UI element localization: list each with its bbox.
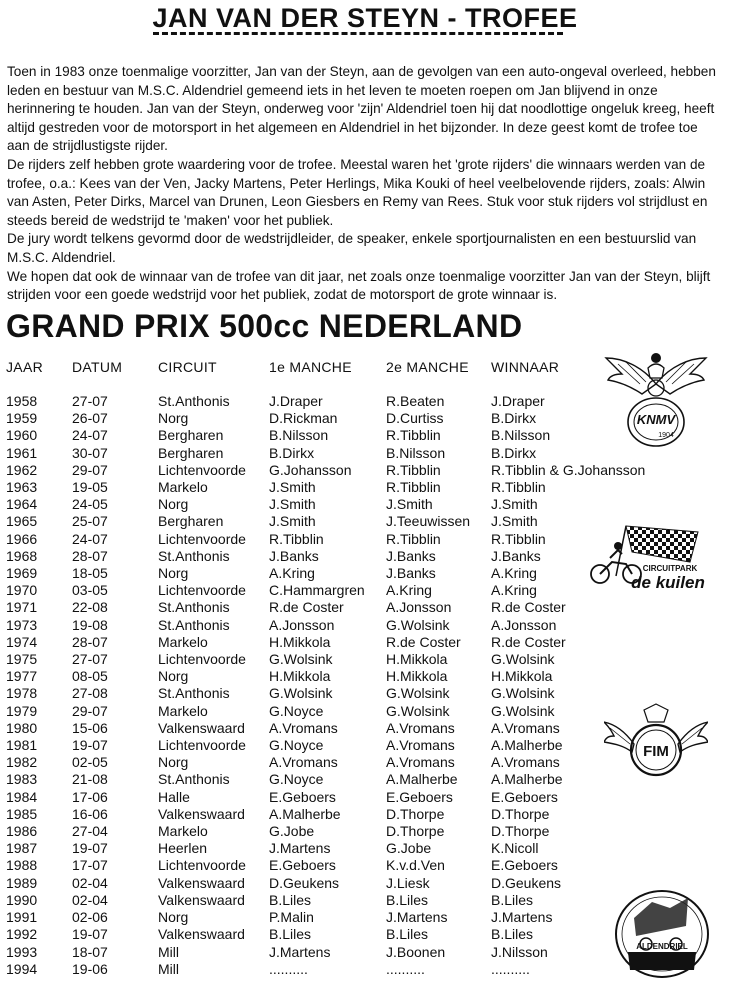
cell-winner: A.Vromans	[491, 754, 560, 771]
cell-manche1: A.Jonsson	[269, 616, 335, 633]
cell-manche1: J.Martens	[269, 943, 331, 960]
cell-manche2: B.Nilsson	[386, 444, 446, 461]
cell-manche2: R.Tibblin	[386, 427, 441, 444]
cell-manche2: B.Liles	[386, 926, 429, 943]
cell-circuit: Markelo	[158, 823, 208, 840]
cell-manche2: J.Teeuwissen	[386, 513, 471, 530]
cell-date: 26-07	[72, 410, 108, 427]
cell-manche2: G.Wolsink	[386, 685, 450, 702]
cell-circuit: Valkenswaard	[158, 719, 245, 736]
cell-circuit: St.Anthonis	[158, 771, 230, 788]
cell-manche1: R.Tibblin	[269, 530, 324, 547]
cell-winner: K.Nicoll	[491, 840, 539, 857]
cell-circuit: Mill	[158, 943, 179, 960]
cell-manche1: J.Smith	[269, 513, 316, 530]
column-header-winner: WINNAAR	[491, 359, 560, 375]
aldendriel-logo-text: ALDENDRIEL	[636, 942, 688, 951]
cell-winner: J.Banks	[491, 547, 541, 564]
cell-manche2: A.Vromans	[386, 754, 455, 771]
cell-year: 1966	[6, 530, 38, 547]
cell-date: 19-07	[72, 926, 108, 943]
cell-year: 1985	[6, 805, 38, 822]
cell-manche1: H.Mikkola	[269, 668, 331, 685]
cell-winner: A.Kring	[491, 582, 537, 599]
table-row	[6, 479, 726, 496]
cell-manche1: G.Wolsink	[269, 651, 333, 668]
cell-circuit: Norg	[158, 410, 189, 427]
cell-manche1: G.Johansson	[269, 461, 352, 478]
cell-manche1: G.Noyce	[269, 771, 324, 788]
cell-date: 17-07	[72, 857, 108, 874]
cell-circuit: Bergharen	[158, 427, 224, 444]
cell-date: 22-08	[72, 599, 108, 616]
title-underline	[153, 32, 563, 39]
cell-year: 1978	[6, 685, 38, 702]
intro-paragraph: De rijders zelf hebben grote waardering voor de trofee. Meestal waren het 'grote rijders' die winnaars werden van de trofee, o.a.: Kees van der Ven, Jacky Martens, Peter Herlings, Mika Kouki of heel veelbelovende rijders, zoals: Alwin van Asten, Peter Dirks, Marcel van Drunen, Leon Giesbers en Remy van Rees. Stuk voor stuk rijders vol strijdlust en steeds bereid de wedstrijd te 'maken' voor het publiek.	[7, 156, 708, 228]
cell-winner: G.Wolsink	[491, 702, 555, 719]
cell-circuit: St.Anthonis	[158, 599, 230, 616]
cell-date: 21-08	[72, 771, 108, 788]
cell-winner: E.Geboers	[491, 788, 558, 805]
cell-date: 19-08	[72, 616, 108, 633]
table-row	[6, 634, 726, 651]
cell-circuit: Mill	[158, 960, 179, 977]
cell-year: 1993	[6, 943, 38, 960]
cell-winner: A.Vromans	[491, 719, 560, 736]
cell-manche2: D.Curtiss	[386, 410, 444, 427]
cell-manche2: R.de Coster	[386, 633, 461, 650]
cell-winner: D.Thorpe	[491, 823, 550, 840]
intro-paragraph: We hopen dat ook de winnaar van de trofee van dit jaar, net zoals onze toenmalige voorzitter Jan van der Steyn, blijft strijden voor een goede wedstrijd voor het publiek, zodat de motorsport de grote winnaar is.	[7, 268, 711, 303]
cell-winner: B.Dirkx	[491, 410, 537, 427]
cell-winner: B.Liles	[491, 926, 534, 943]
cell-manche1: B.Dirkx	[269, 444, 315, 461]
cell-year: 1975	[6, 651, 38, 668]
intro-paragraph: De jury wordt telkens gevormd door de wedstrijdleider, de speaker, enkele sportjournalisten en een bestuurslid van M.S.C. Aldendriel.	[7, 231, 697, 265]
cell-date: 02-05	[72, 754, 108, 771]
cell-manche1: H.Mikkola	[269, 633, 331, 650]
cell-winner: A.Malherbe	[491, 737, 563, 754]
cell-winner: A.Malherbe	[491, 771, 563, 788]
cell-manche1: A.Vromans	[269, 719, 338, 736]
cell-manche1: A.Malherbe	[269, 805, 341, 822]
cell-date: 02-06	[72, 909, 108, 926]
cell-year: 1986	[6, 823, 38, 840]
cell-circuit: Valkenswaard	[158, 805, 245, 822]
cell-circuit: Markelo	[158, 702, 208, 719]
cell-year: 1961	[6, 444, 38, 461]
cell-manche1: D.Geukens	[269, 874, 340, 891]
de-kuilen-logo	[586, 522, 708, 598]
cell-year: 1977	[6, 668, 38, 685]
cell-date: 17-06	[72, 788, 108, 805]
column-header-circuit: CIRCUIT	[158, 359, 217, 375]
cell-manche1: E.Geboers	[269, 857, 336, 874]
cell-manche2: G.Jobe	[386, 840, 432, 857]
table-row	[6, 823, 726, 840]
cell-manche2: B.Liles	[386, 891, 429, 908]
cell-circuit: St.Anthonis	[158, 393, 230, 409]
cell-winner: J.Smith	[491, 513, 538, 530]
cell-manche1: E.Geboers	[269, 788, 336, 805]
knmv-logo-year: 1904	[658, 432, 674, 439]
cell-circuit: Norg	[158, 668, 189, 685]
column-header-date: DATUM	[72, 359, 123, 375]
cell-winner: B.Dirkx	[491, 444, 537, 461]
cell-winner: R.de Coster	[491, 599, 566, 616]
cell-date: 27-07	[72, 393, 108, 409]
page-title: JAN VAN DER STEYN - TROFEE	[152, 3, 578, 33]
cell-date: 24-07	[72, 427, 108, 444]
cell-date: 27-08	[72, 685, 108, 702]
cell-manche2: J.Liesk	[386, 874, 430, 891]
cell-circuit: Valkenswaard	[158, 926, 245, 943]
cell-circuit: Norg	[158, 565, 189, 582]
column-header-manche1: 1e MANCHE	[269, 359, 352, 375]
cell-manche2: K.v.d.Ven	[386, 857, 445, 874]
cell-date: 27-07	[72, 651, 108, 668]
intro-paragraph: Toen in 1983 onze toenmalige voorzitter, Jan van der Steyn, aan de gevolgen van een auto-ongeval overleed, hebben leden en bestuur van M.S.C. Aldendriel gemeend iets in het leven te moeten roepen om Jan blijvend in onze herinnering te houden. Jan van der Steyn, onderweg voor 'zijn' Aldendriel toen hij dat noodlottige ongeluk kreeg, heeft altijd gestreden voor de motorsport in het algemeen en Aldendriel in het bijzonder. In deze geest komt de trofee toe aan de strijdlustigste rijder.	[7, 64, 716, 154]
cell-winner: J.Martens	[491, 909, 553, 926]
cell-winner: D.Thorpe	[491, 805, 550, 822]
table-row	[6, 651, 726, 668]
cell-circuit: Markelo	[158, 633, 208, 650]
cell-manche2: R.Tibblin	[386, 530, 441, 547]
cell-circuit: Lichtenvoorde	[158, 530, 246, 547]
cell-date: 19-07	[72, 737, 108, 754]
cell-year: 1969	[6, 565, 38, 582]
cell-date: 02-04	[72, 891, 108, 908]
cell-manche2: G.Wolsink	[386, 616, 450, 633]
cell-circuit: Bergharen	[158, 444, 224, 461]
cell-manche1: B.Liles	[269, 891, 312, 908]
cell-manche1: G.Jobe	[269, 823, 315, 840]
cell-manche1: ..........	[269, 960, 308, 977]
table-row	[6, 496, 726, 513]
cell-year: 1989	[6, 874, 38, 891]
cell-manche1: A.Vromans	[269, 754, 338, 771]
cell-date: 03-05	[72, 582, 108, 599]
cell-year: 1980	[6, 719, 38, 736]
cell-date: 16-06	[72, 805, 108, 822]
cell-manche1: B.Liles	[269, 926, 312, 943]
cell-winner: G.Wolsink	[491, 651, 555, 668]
cell-year: 1990	[6, 891, 38, 908]
cell-manche1: J.Banks	[269, 547, 319, 564]
cell-manche2: J.Smith	[386, 496, 433, 513]
cell-winner: J.Draper	[491, 393, 545, 409]
cell-date: 02-04	[72, 874, 108, 891]
cell-date: 19-06	[72, 960, 108, 977]
cell-year: 1973	[6, 616, 38, 633]
cell-year: 1981	[6, 737, 38, 754]
cell-winner: R.Tibblin	[491, 530, 546, 547]
cell-manche2: J.Boonen	[386, 943, 446, 960]
cell-date: 24-05	[72, 496, 108, 513]
cell-manche1: G.Noyce	[269, 737, 324, 754]
de-kuilen-top-text: CIRCUITPARK	[642, 564, 698, 573]
cell-winner: J.Smith	[491, 496, 538, 513]
cell-year: 1992	[6, 926, 38, 943]
cell-winner: B.Nilsson	[491, 427, 551, 444]
cell-circuit: St.Anthonis	[158, 685, 230, 702]
cell-manche2: A.Kring	[386, 582, 432, 599]
cell-manche2: D.Thorpe	[386, 823, 445, 840]
cell-year: 1987	[6, 840, 38, 857]
cell-manche2: E.Geboers	[386, 788, 453, 805]
table-row	[6, 599, 726, 616]
table-row	[6, 840, 726, 857]
cell-manche1: A.Kring	[269, 565, 315, 582]
cell-circuit: Norg	[158, 909, 189, 926]
column-header-manche2: 2e MANCHE	[386, 359, 469, 375]
cell-manche1: B.Nilsson	[269, 427, 329, 444]
cell-year: 1960	[6, 427, 38, 444]
cell-circuit: Halle	[158, 788, 190, 805]
cell-manche2: R.Beaten	[386, 393, 445, 409]
cell-manche2: R.Tibblin	[386, 479, 441, 496]
cell-date: 27-04	[72, 823, 108, 840]
section-heading: GRAND PRIX 500cc NEDERLAND	[6, 308, 523, 344]
cell-year: 1971	[6, 599, 38, 616]
cell-date: 19-07	[72, 840, 108, 857]
cell-year: 1970	[6, 582, 38, 599]
cell-winner: A.Jonsson	[491, 616, 557, 633]
cell-year: 1994	[6, 960, 38, 977]
cell-year: 1964	[6, 496, 38, 513]
cell-manche2: ..........	[386, 960, 425, 977]
cell-manche1: J.Smith	[269, 496, 316, 513]
cell-manche2: R.Tibblin	[386, 461, 441, 478]
knmv-logo-text: KNMV	[636, 412, 676, 427]
cell-manche2: A.Vromans	[386, 719, 455, 736]
cell-circuit: Valkenswaard	[158, 874, 245, 891]
cell-circuit: Lichtenvoorde	[158, 737, 246, 754]
cell-circuit: Markelo	[158, 479, 208, 496]
cell-manche2: A.Malherbe	[386, 771, 458, 788]
fim-logo	[604, 700, 708, 794]
cell-date: 29-07	[72, 461, 108, 478]
cell-circuit: Norg	[158, 496, 189, 513]
cell-manche2: J.Banks	[386, 565, 436, 582]
table-row	[6, 617, 726, 634]
cell-winner: R.de Coster	[491, 633, 566, 650]
cell-manche2: J.Martens	[386, 909, 448, 926]
cell-manche1: J.Smith	[269, 479, 316, 496]
cell-manche1: D.Rickman	[269, 410, 338, 427]
column-header-year: JAAR	[6, 359, 43, 375]
cell-winner: R.Tibblin	[491, 479, 546, 496]
cell-manche1: J.Martens	[269, 840, 331, 857]
cell-year: 1991	[6, 909, 38, 926]
cell-manche1: R.de Coster	[269, 599, 344, 616]
cell-date: 28-07	[72, 547, 108, 564]
cell-circuit: St.Anthonis	[158, 616, 230, 633]
de-kuilen-name: de kuilen	[631, 573, 705, 592]
cell-date: 30-07	[72, 444, 108, 461]
cell-manche2: H.Mikkola	[386, 651, 448, 668]
cell-year: 1968	[6, 547, 38, 564]
table-row	[6, 806, 726, 823]
cell-date: 28-07	[72, 633, 108, 650]
cell-date: 08-05	[72, 668, 108, 685]
cell-year: 1965	[6, 513, 38, 530]
cell-date: 18-05	[72, 565, 108, 582]
table-row	[6, 668, 726, 685]
cell-date: 18-07	[72, 943, 108, 960]
cell-date: 19-05	[72, 479, 108, 496]
cell-date: 24-07	[72, 530, 108, 547]
cell-date: 15-06	[72, 719, 108, 736]
cell-circuit: Lichtenvoorde	[158, 461, 246, 478]
cell-circuit: Lichtenvoorde	[158, 651, 246, 668]
cell-winner: H.Mikkola	[491, 668, 553, 685]
cell-circuit: Heerlen	[158, 840, 208, 857]
cell-manche1: J.Draper	[269, 393, 323, 409]
cell-year: 1962	[6, 461, 38, 478]
cell-manche2: J.Banks	[386, 547, 436, 564]
cell-circuit: St.Anthonis	[158, 547, 230, 564]
fim-logo-text: FIM	[643, 743, 669, 760]
cell-winner: R.Tibblin & G.Johansson	[491, 461, 646, 478]
cell-manche1: G.Noyce	[269, 702, 324, 719]
cell-circuit: Valkenswaard	[158, 891, 245, 908]
knmv-logo	[604, 344, 708, 452]
cell-year: 1958	[6, 393, 38, 409]
cell-circuit: Bergharen	[158, 513, 224, 530]
cell-winner: G.Wolsink	[491, 685, 555, 702]
table-row	[6, 462, 726, 479]
cell-winner: A.Kring	[491, 565, 537, 582]
cell-manche1: C.Hammargren	[269, 582, 365, 599]
cell-date: 25-07	[72, 513, 108, 530]
cell-date: 29-07	[72, 702, 108, 719]
cell-winner: E.Geboers	[491, 857, 558, 874]
cell-year: 1983	[6, 771, 38, 788]
cell-winner: D.Geukens	[491, 874, 562, 891]
cell-year: 1963	[6, 479, 38, 496]
cell-manche1: G.Wolsink	[269, 685, 333, 702]
cell-manche1: P.Malin	[269, 909, 314, 926]
cell-year: 1982	[6, 754, 38, 771]
cell-circuit: Lichtenvoorde	[158, 582, 246, 599]
cell-winner: ..........	[491, 960, 530, 977]
intro-text	[7, 63, 723, 305]
table-row	[6, 857, 726, 874]
cell-winner: J.Nilsson	[491, 943, 548, 960]
cell-year: 1974	[6, 633, 38, 650]
cell-circuit: Lichtenvoorde	[158, 857, 246, 874]
cell-manche2: G.Wolsink	[386, 702, 450, 719]
cell-circuit: Norg	[158, 754, 189, 771]
cell-winner: B.Liles	[491, 891, 534, 908]
cell-year: 1979	[6, 702, 38, 719]
cell-year: 1959	[6, 410, 38, 427]
aldendriel-logo	[612, 888, 712, 980]
cell-year: 1984	[6, 788, 38, 805]
cell-manche2: D.Thorpe	[386, 805, 445, 822]
cell-year: 1988	[6, 857, 38, 874]
cell-manche2: A.Vromans	[386, 737, 455, 754]
cell-manche2: A.Jonsson	[386, 599, 452, 616]
cell-manche2: H.Mikkola	[386, 668, 448, 685]
